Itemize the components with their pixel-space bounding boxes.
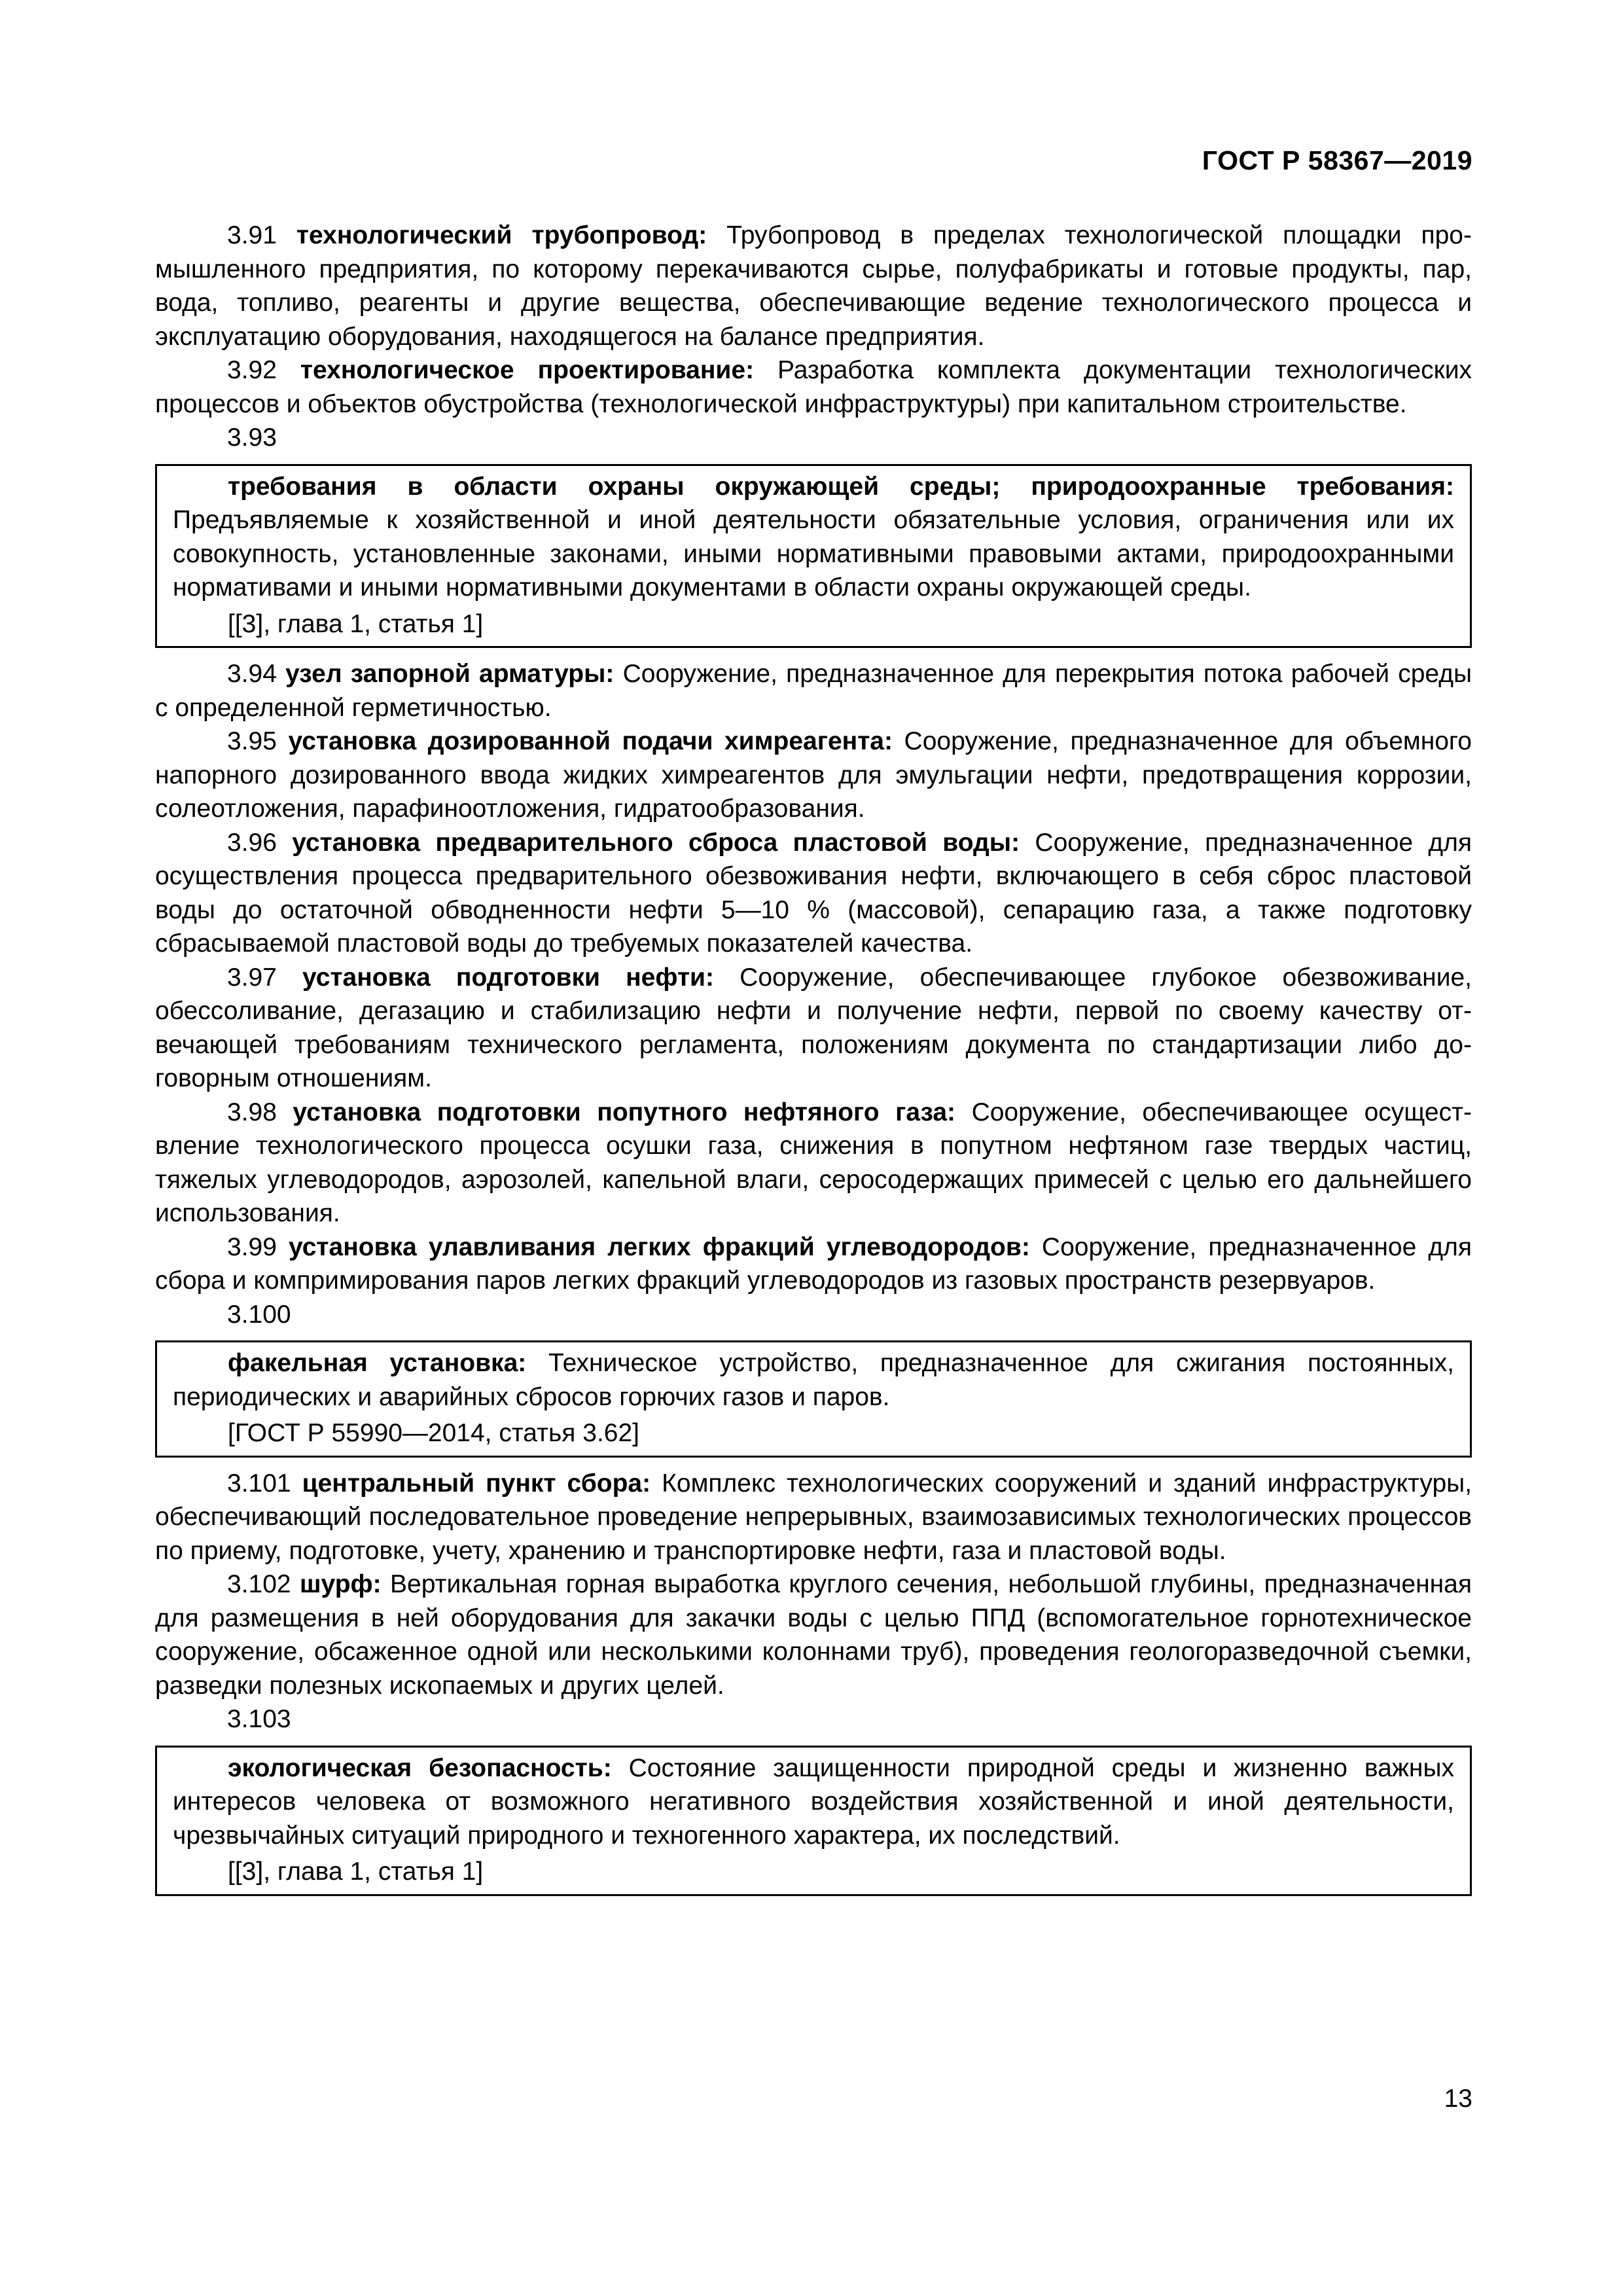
entry-number: 3.101 (227, 1469, 291, 1498)
entry-text: Состояние защищенности природной среды и жизненно важных интересов человека от возможного негативного воздействия хозяйственной и иной деятельности, чрезвычайных ситуаций природного и техногенного характера, их последствий. (173, 1753, 1455, 1850)
entry-term: центральный пункт сбора: (302, 1469, 651, 1498)
definition-source: [[3], глава 1, статья 1] (228, 1857, 484, 1886)
entry-number: 3.99 (227, 1232, 277, 1261)
page-number: 13 (1444, 2085, 1472, 2113)
entry-3-93 (173, 470, 1454, 605)
entry-3-102 (155, 1568, 1472, 1702)
entry-3-103 (173, 1751, 1454, 1853)
entry-3-99 (155, 1230, 1472, 1298)
entry-3-94 (155, 657, 1472, 725)
definition-source: [[3], глава 1, статья 1] (228, 609, 484, 638)
entry-text: Вертикальная горная выработка круглого сечения, небольшой глубины, предназначенная для размещения в ней оборудования для закачки воды с целью ППД (вспомогательное горнотехническое сооружение, обсаженное одной или несколькими колоннами труб), проведения геологоразведочной съемки, разведки полезных ископаемых и других целей. (155, 1570, 1472, 1700)
entry-text: Разработка комплекта документации технологических процессов и объектов обустройства (технологической инфраструктуры) при капитальном строительстве. (155, 356, 1472, 418)
entry-3-96 (155, 826, 1472, 961)
entry-term: шурф: (300, 1570, 382, 1598)
entry-number: 3.92 (227, 356, 277, 384)
quoted-definition-box (155, 464, 1472, 649)
quoted-definition-box (155, 1746, 1472, 1896)
entry-term: установка подготовки нефти: (302, 963, 715, 992)
entry-term: установка улавливания легких фракций углеводородов: (289, 1232, 1030, 1261)
entry-number: 3.97 (227, 963, 277, 992)
entry-number: 3.102 (227, 1570, 291, 1598)
entry-term: экологическая безопасность: (228, 1753, 612, 1782)
entry-3-91 (155, 219, 1472, 353)
definitions-body (155, 219, 1472, 1905)
entry-text: Техническое устройство, предназначенное для сжигания постоянных, периодических и аварийных сбросов горючих газов и паров. (173, 1349, 1454, 1411)
entry-text: Сооружение, предназначенное для перекрытия потока рабочей среды с определенной герметичностью. (155, 660, 1472, 722)
entry-text: Сооружение, предназначенное для осуществления процесса предварительного обезвоживания нефти, включающего в себя сброс пластовой воды до остаточной обводненности нефти 5—10 % (массовой), сепарацию газа, а также подготовку сбрасываемой пластовой воды до требуемых показателей качества. (155, 828, 1472, 958)
entry-text: Сооружение, предназначенное для сбора и компримирования паров легких фракций углеводородов из газовых пространств резервуаров. (155, 1232, 1472, 1295)
entry-number: 3.96 (227, 828, 277, 857)
entry-number: 3.93 (227, 423, 277, 452)
entry-term: установка дозированной подачи химреагента: (288, 727, 893, 755)
entry-term: установка подготовки попутного нефтяного газа: (293, 1098, 956, 1126)
entry-term: технологическое проектирование: (300, 356, 755, 384)
entry-term: технологический трубопровод: (296, 221, 707, 249)
entry-term: установка предварительного сброса пластовой воды: (292, 828, 1020, 857)
entry-term: требования в области охраны окружающей среды; природоохранные требования: (228, 472, 1454, 501)
entry-number: 3.91 (227, 221, 277, 249)
entry-text: Сооружение, предназначенное для объемного напорного дозированного ввода жидких химреагентов для эмульгации нефти, предотвращения коррозии, солеотложения, парафиноотложения, гидратообразования. (155, 727, 1472, 823)
entry-text: Сооружение, обеспечивающее осуществление технологического процесса осушки газа, снижения в попутном нефтяном газе твердых частиц, тяжелых углеводородов, аэрозолей, капельной влаги, серосодержащих примесей с целью его дальнейшего использования. (155, 1098, 1472, 1227)
entry-3-95 (155, 725, 1472, 826)
entry-text: Комплекс технологических сооружений и зданий инфраструктуры, обеспечивающий последовательное проведение непрерывных, взаимозависимых технологических процессов по приему, подготовке, учету, хранению и транспортировке нефти, газа и пластовой воды. (155, 1469, 1472, 1565)
entry-text: Трубопровод в пределах технологической площадки промышленного предприятия, по которому перекачиваются сырье, полуфабрикаты и готовые продукты, пар, вода, топливо, реагенты и другие вещества, обеспечивающие ведение технологического процесса и эксплуатацию оборудования, находящегося на балансе предприятия. (155, 221, 1472, 351)
entry-term: узел запорной арматуры: (285, 660, 615, 688)
entry-text: Предъявляемые к хозяйственной и иной деятельности обязательные условия, ограничения или их совокупность, установленные законами, иными нормативными правовыми актами, природоохранными нормативами и иными нормативными документами в области охраны окружающей среды. (173, 506, 1454, 601)
definition-source: [ГОСТ Р 55990—2014, статья 3.62] (228, 1419, 639, 1447)
entry-number: 3.94 (227, 660, 277, 688)
entry-3-100 (173, 1346, 1454, 1414)
quoted-definition-box (155, 1340, 1472, 1458)
entry-3-98 (155, 1096, 1472, 1230)
entry-term: факельная установка: (228, 1349, 527, 1377)
entry-number: 3.98 (227, 1098, 277, 1126)
entry-3-97 (155, 961, 1472, 1096)
entry-3-101 (155, 1467, 1472, 1568)
entry-number: 3.100 (227, 1300, 291, 1329)
standard-code: ГОСТ Р 58367—2019 (1202, 145, 1472, 175)
entry-number: 3.103 (227, 1705, 291, 1733)
entry-number: 3.95 (227, 727, 277, 755)
entry-3-92 (155, 353, 1472, 421)
entry-text: Сооружение, обеспечивающее глубокое обезвоживание, обессоливание, дегазацию и стабилизацию нефти и получение нефти, первой по своему качеству отвечающей требованиям технического регламента, положениям документа по стандартизации либо договорным отношениям. (155, 963, 1472, 1092)
